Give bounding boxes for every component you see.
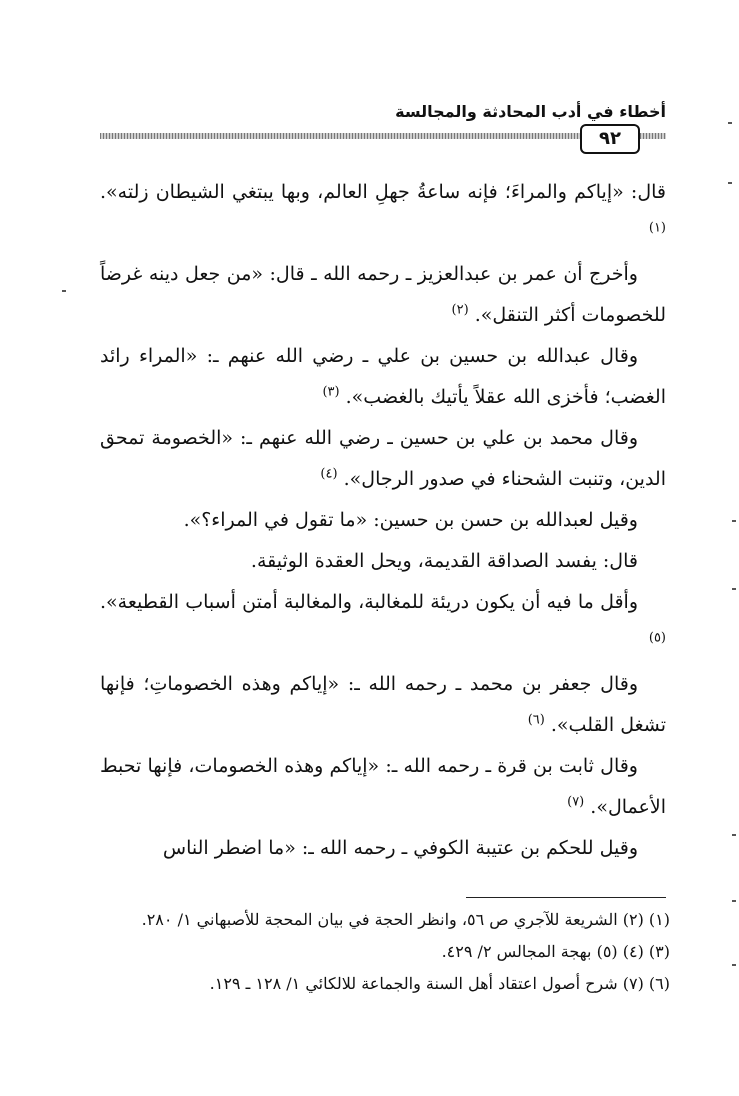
scan-mark	[732, 588, 736, 590]
paragraph: وأخرج أن عمر بن عبدالعزيز ـ رحمه الله ـ قال: «من جعل دينه غرضاً للخصومات أكثر التنقل». $^{(٢)}$	[100, 263, 666, 326]
scan-mark	[732, 964, 736, 966]
paragraph: وقال جعفر بن محمد ـ رحمه الله ـ: «إياكم وهذه الخصوماتِ؛ فإنها تشغل القلب». $^{(٦)}$	[100, 673, 666, 736]
main-text	[100, 172, 666, 869]
book-title: أخطاء في أدب المحادثة والمجالسة	[395, 102, 666, 121]
footnote-ref: (١)	[648, 220, 666, 236]
paragraph: وقيل لعبدالله بن حسن بن حسين: «ما تقول في المراء؟».	[183, 509, 638, 531]
paragraph: وقال ثابت بن قرة ـ رحمه الله ـ: «إياكم وهذه الخصومات، فإنها تحبط الأعمال». $^{(٧)}$	[100, 755, 666, 818]
scan-mark	[732, 834, 736, 836]
paragraph: قال: «إياكم والمراءَ؛ فإنه ساعةُ جهلِ العالم، وبها يبتغي الشيطان زلته». $^{(١)}$	[100, 181, 666, 236]
footnote-ref: (٥)	[648, 630, 666, 646]
footnote: (٦) (٧) شرح أصول اعتقاد أهل السنة والجماعة للالكائي ١/ ١٢٨ ـ ١٢٩.	[209, 974, 670, 993]
footnote: (٣) (٤) (٥) بهجة المجالس ٢/ ٤٢٩.	[441, 942, 670, 961]
page-number: ٩٢	[580, 124, 640, 154]
scan-mark	[62, 290, 66, 292]
footnote-ref: (٣)	[322, 384, 340, 400]
scan-mark	[728, 122, 732, 124]
scan-mark	[728, 182, 732, 184]
paragraph: وقيل للحكم بن عتيبة الكوفي ـ رحمه الله ـ: «ما اضطر الناس	[162, 837, 638, 859]
scan-mark	[732, 900, 736, 902]
paragraph: وقال محمد بن علي بن حسين ـ رضي الله عنهم ـ: «الخصومة تمحق الدين، وتنبت الشحناء في صدور الرجال». $^{(٤)}$	[100, 427, 666, 490]
footnote-ref: (٤)	[320, 466, 338, 482]
paragraph: وقال عبدالله بن حسين بن علي ـ رضي الله عنهم ـ: «المراء رائد الغضب؛ فأخزى الله عقلاً يأتيك بالغضب». $^{(٣)}$	[100, 345, 666, 408]
running-header	[100, 100, 666, 160]
footnote-ref: (٦)	[527, 712, 545, 728]
footnote-ref: (٢)	[451, 302, 469, 318]
footnote-ref: (٧)	[567, 794, 585, 810]
paragraph: وأقل ما فيه أن يكون دريئة للمغالبة، والمغالبة أمتن أسباب القطيعة». $^{(٥)}$	[100, 591, 666, 646]
footnote-separator	[466, 897, 666, 898]
paragraph: قال: يفسد الصداقة القديمة، ويحل العقدة الوثيقة.	[250, 550, 638, 572]
scan-mark	[732, 520, 736, 522]
footnotes	[100, 904, 670, 1000]
footnote: (١) (٢) الشريعة للآجري ص ٥٦، وانظر الحجة في بيان المحجة للأصبهاني ١/ ٢٨٠.	[141, 910, 670, 929]
